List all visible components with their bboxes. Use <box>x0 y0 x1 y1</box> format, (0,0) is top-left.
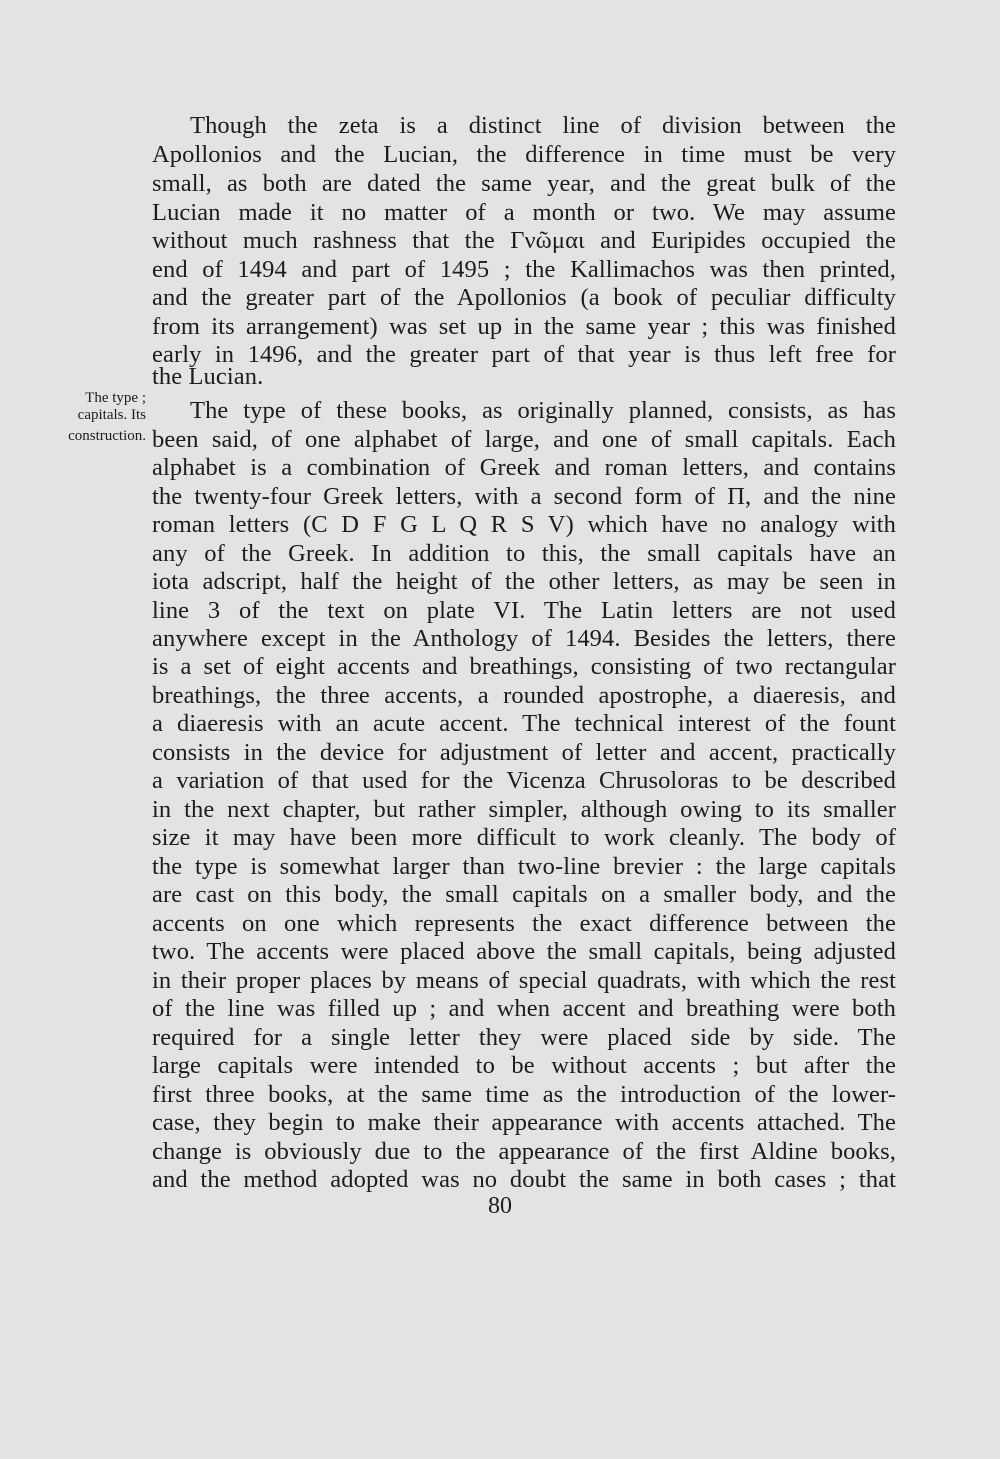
text-line: of the line was filled up ; and when accent and breathing were both <box>152 995 896 1022</box>
text-line: end of 1494 and part of 1495 ; the Kallimachos was then printed, <box>152 256 896 283</box>
margin-note-line: The type ; <box>85 390 146 406</box>
text-line: without much rashness that the Γνῶμαι and Euripides occupied the <box>152 227 896 254</box>
text-line: are cast on this body, the small capitals on a smaller body, and the <box>152 881 896 908</box>
text-line: change is obviously due to the appearance of the first Aldine books, <box>152 1138 896 1165</box>
margin-note-line: construction. <box>68 428 146 444</box>
text-line: first three books, at the same time as the introduction of the lower- <box>152 1081 896 1108</box>
text-line: a variation of that used for the Vicenza Chrusoloras to be described <box>152 767 896 794</box>
text-line: and the greater part of the Apollonios (a book of peculiar difficulty <box>152 284 896 311</box>
text-line: required for a single letter they were placed side by side. The <box>152 1024 896 1051</box>
text-line: a diaeresis with an acute accent. The technical interest of the fount <box>152 710 896 737</box>
text-line: two. The accents were placed above the small capitals, being adjusted <box>152 938 896 965</box>
text-line: and the method adopted was no doubt the same in both cases ; that <box>152 1166 896 1193</box>
text-line: The type of these books, as originally planned, consists, as has <box>190 397 896 424</box>
text-line: Though the zeta is a distinct line of division between the <box>190 112 896 139</box>
text-line: Lucian made it no matter of a month or two. We may assume <box>152 199 896 226</box>
text-line: breathings, the three accents, a rounded apostrophe, a diaeresis, and <box>152 682 896 709</box>
text-line: small, as both are dated the same year, and the great bulk of the <box>152 170 896 197</box>
text-line: line 3 of the text on plate VI. The Latin letters are not used <box>152 597 896 624</box>
text-line: in the next chapter, but rather simpler, although owing to its smaller <box>152 796 896 823</box>
text-line: from its arrangement) was set up in the same year ; this was finished <box>152 313 896 340</box>
text-line: is a set of eight accents and breathings, consisting of two rectangular <box>152 653 896 680</box>
margin-note-line: capitals. Its <box>77 407 146 423</box>
text-line: size it may have been more difficult to work cleanly. The body of <box>152 824 896 851</box>
text-line: in their proper places by means of special quadrats, with which the rest <box>152 967 896 994</box>
text-line: accents on one which represents the exact difference between the <box>152 910 896 937</box>
text-line: alphabet is a combination of Greek and roman letters, and contains <box>152 454 896 481</box>
text-line: early in 1496, and the greater part of that year is thus left free for <box>152 341 896 368</box>
text-line: the type is somewhat larger than two-line brevier : the large capitals <box>152 853 896 880</box>
text-line: iota adscript, half the height of the other letters, as may be seen in <box>152 568 896 595</box>
page-number: 80 <box>488 1193 512 1219</box>
text-line: any of the Greek. In addition to this, the small capitals have an <box>152 540 896 567</box>
text-line: the twenty-four Greek letters, with a second form of Π, and the nine <box>152 483 896 510</box>
text-line: anywhere except in the Anthology of 1494. Besides the letters, there <box>152 625 896 652</box>
text-line: been said, of one alphabet of large, and one of small capitals. Each <box>152 426 896 453</box>
text-line: consists in the device for adjustment of letter and accent, practically <box>152 739 896 766</box>
text-line: large capitals were intended to be without accents ; but after the <box>152 1052 896 1079</box>
text-line: case, they begin to make their appearance with accents attached. The <box>152 1109 896 1136</box>
text-line: roman letters (C D F G L Q R S V) which have no analogy with <box>152 511 896 538</box>
text-line: the Lucian. <box>152 363 264 390</box>
text-line: Apollonios and the Lucian, the difference in time must be very <box>152 141 896 168</box>
